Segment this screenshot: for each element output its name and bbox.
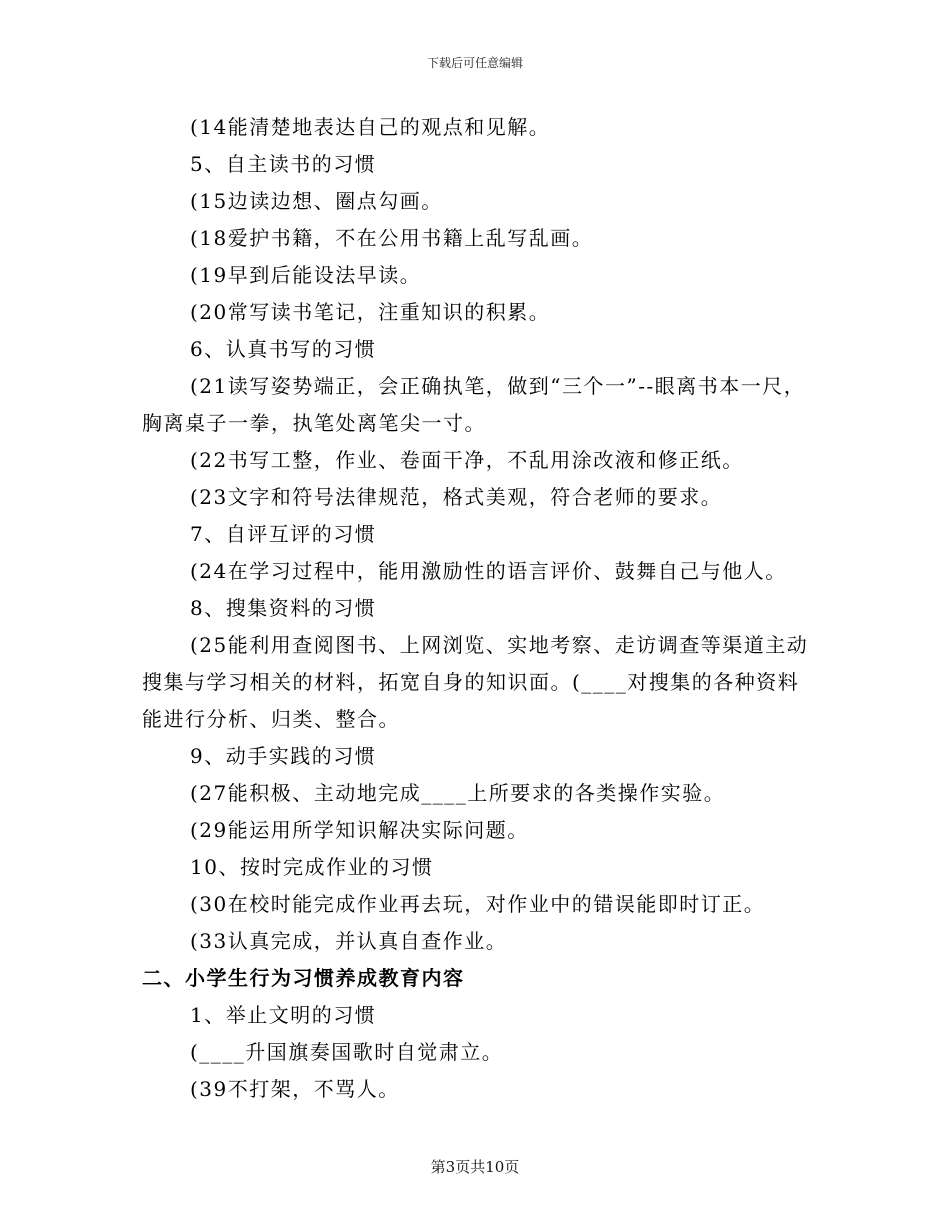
document-body [142, 109, 832, 1108]
list-item: (39不打架，不骂人。 [190, 1077, 400, 1101]
list-item: (____升国旗奏国歌时自觉肃立。 [190, 1040, 504, 1064]
list-item: (18爱护书籍，不在公用书籍上乱写乱画。 [190, 226, 594, 250]
section-heading: 9、动手实践的习惯 [190, 744, 377, 768]
list-item: (19早到后能设法早读。 [190, 263, 422, 287]
list-item: (24在学习过程中，能用激励性的语言评价、鼓舞自己与他人。 [190, 559, 787, 583]
list-item-continuation: 搜集与学习相关的材料，拓宽自身的知识面。(____对搜集的各种资料 [142, 670, 800, 694]
list-item: (20常写读书笔记，注重知识的积累。 [190, 300, 551, 324]
list-item: (33认真完成，并认真自查作业。 [190, 929, 508, 953]
page-header: 下载后可任意编辑 [426, 56, 523, 70]
section-heading: 7、自评互评的习惯 [190, 522, 377, 546]
section-heading: 1、举止文明的习惯 [190, 1003, 377, 1027]
list-item: (23文字和符号法律规范，格式美观，符合老师的要求。 [190, 485, 723, 509]
list-item: (25能利用查阅图书、上网浏览、实地考察、走访调查等渠道主动 [190, 633, 809, 657]
page-footer: 第3页共10页 [430, 1158, 520, 1176]
list-item: (27能积极、主动地完成____上所要求的各类操作实验。 [190, 781, 726, 805]
section-heading: 10、按时完成作业的习惯 [190, 855, 434, 879]
section-heading: 8、搜集资料的习惯 [190, 596, 377, 620]
section-heading: 6、认真书写的习惯 [190, 337, 377, 361]
list-item: (30在校时能完成作业再去玩，对作业中的错误能即时订正。 [190, 892, 766, 916]
list-item: (14能清楚地表达自己的观点和见解。 [190, 115, 551, 139]
chapter-heading: 二、小学生行为习惯养成教育内容 [142, 966, 465, 990]
list-item: (21读写姿势端正，会正确执笔，做到“三个一”--眼离书本一尺， [190, 374, 806, 398]
list-item-continuation: 胸离桌子一拳，执笔处离笔尖一寸。 [142, 411, 486, 435]
list-item-continuation: 能进行分析、归类、整合。 [142, 707, 400, 731]
section-heading: 5、自主读书的习惯 [190, 152, 377, 176]
list-item: (15边读边想、圈点勾画。 [190, 189, 443, 213]
list-item: (22书写工整，作业、卷面干净，不乱用涂改液和修正纸。 [190, 448, 744, 472]
list-item: (29能运用所学知识解决实际问题。 [190, 818, 529, 842]
